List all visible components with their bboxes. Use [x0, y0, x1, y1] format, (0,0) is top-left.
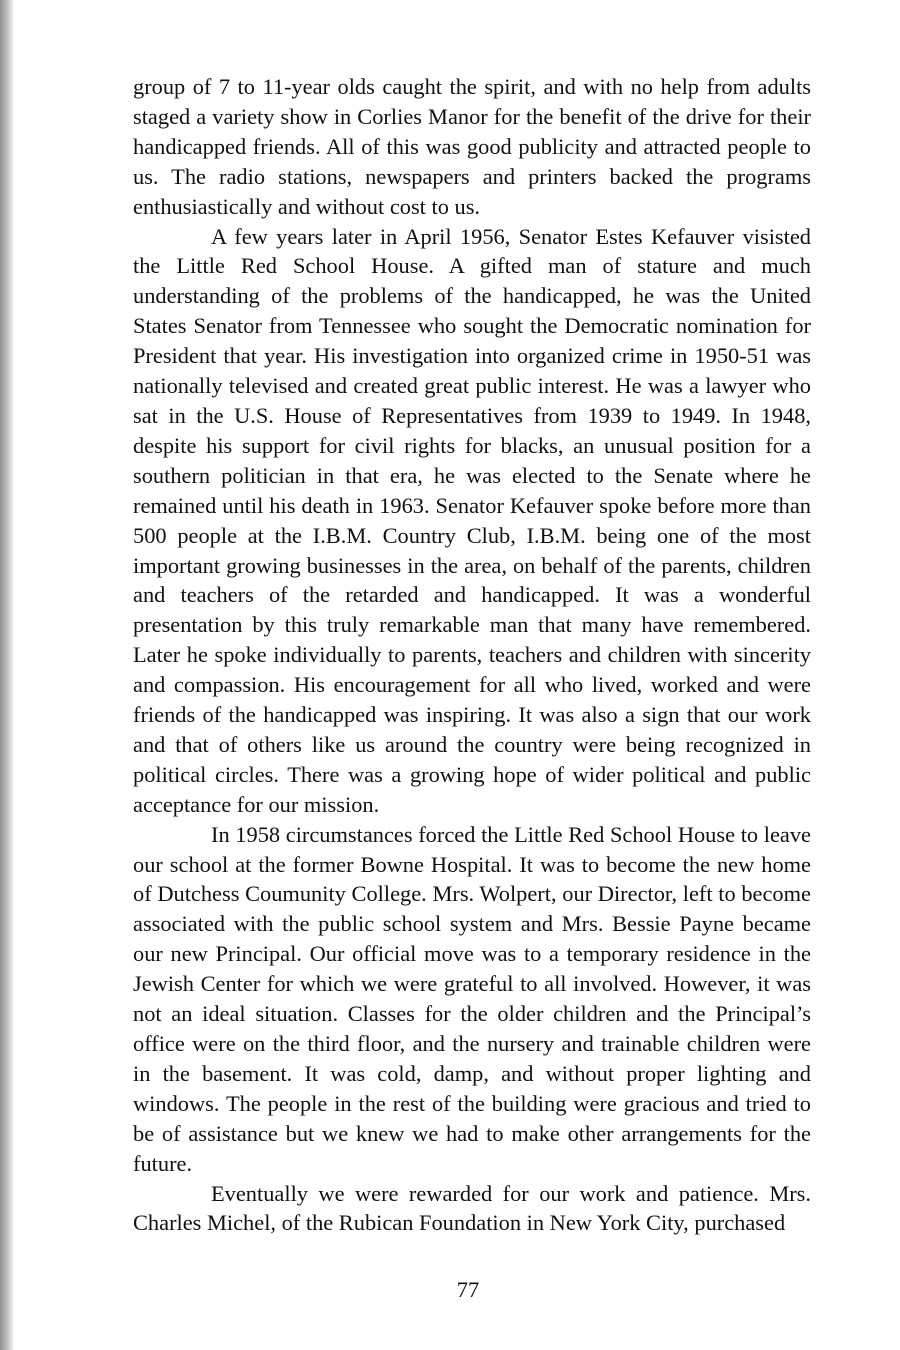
paragraph-rubican-foundation: Eventually we were rewarded for our work and patience. Mrs. Charles Michel, of the Rubican Foundation in New York City, purchased — [133, 1180, 811, 1236]
paragraph-continuation: group of 7 to 11-year olds caught the spirit, and with no help from adults staged a variety show in Corlies Manor for the benefit of the drive for their handicapped friends. All of this was good publicity and attracted people to us. The radio stations, newspapers and printers backed the programs enthusiastically and without cost to us. — [133, 74, 811, 219]
paragraph-kefauver-visit: A few years later in April 1956, Senator Estes Kefauver visisted the Little Red School House. A gifted man of stature and much understanding of the problems of the handicapped, he was the United States Senator from Tennessee who sought the Democratic nomination for President that year. His investigation into organized crime in 1950-51 was nationally televised and created great public interest. He was a lawyer who sat in the U.S. House of Representatives from 1939 to 1949. In 1948, despite his support for civil rights for blacks, an unusual position for a southern politician in that era, he was elected to the Senate where he remained until his death in 1963. Senator Kefauver spoke before more than 500 people at the I.B.M. Country Club, I.B.M. being one of the most important growing businesses in the area, on behalf of the parents, children and teachers of the retarded and handicapped. It was a wonderful presentation by this truly remarkable man that many have remembered. Later he spoke individually to parents, teachers and children with sincerity and compassion. His encouragement for all who lived, worked and were friends of the handicapped was inspiring. It was also a sign that our work and that of others like us around the country were being recognized in political circles. There was a growing hope of wider political and public acceptance for our mission. — [133, 223, 811, 817]
page-number: 77 — [456, 1277, 480, 1302]
body-text — [133, 72, 811, 1238]
paragraph-1958-move: In 1958 circumstances forced the Little Red School House to leave our school at the former Bowne Hospital. It was to become the new home of Dutchess Coumunity College. Mrs. Wolpert, our Director, left to become associated with the public school system and Mrs. Bessie Payne became our new Principal. Our official move was to a temporary residence in the Jewish Center for which we were grateful to all involved. However, it was not an ideal situation. Classes for the older children and the Principal’s office were on the third floor, and the nursery and trainable children were in the basement. It was cold, damp, and without proper lighting and windows. The people in the rest of the building were gracious and tried to be of assistance but we knew we had to make other arrangements for the future. — [133, 821, 811, 1176]
page-spine-shadow — [0, 0, 14, 1350]
